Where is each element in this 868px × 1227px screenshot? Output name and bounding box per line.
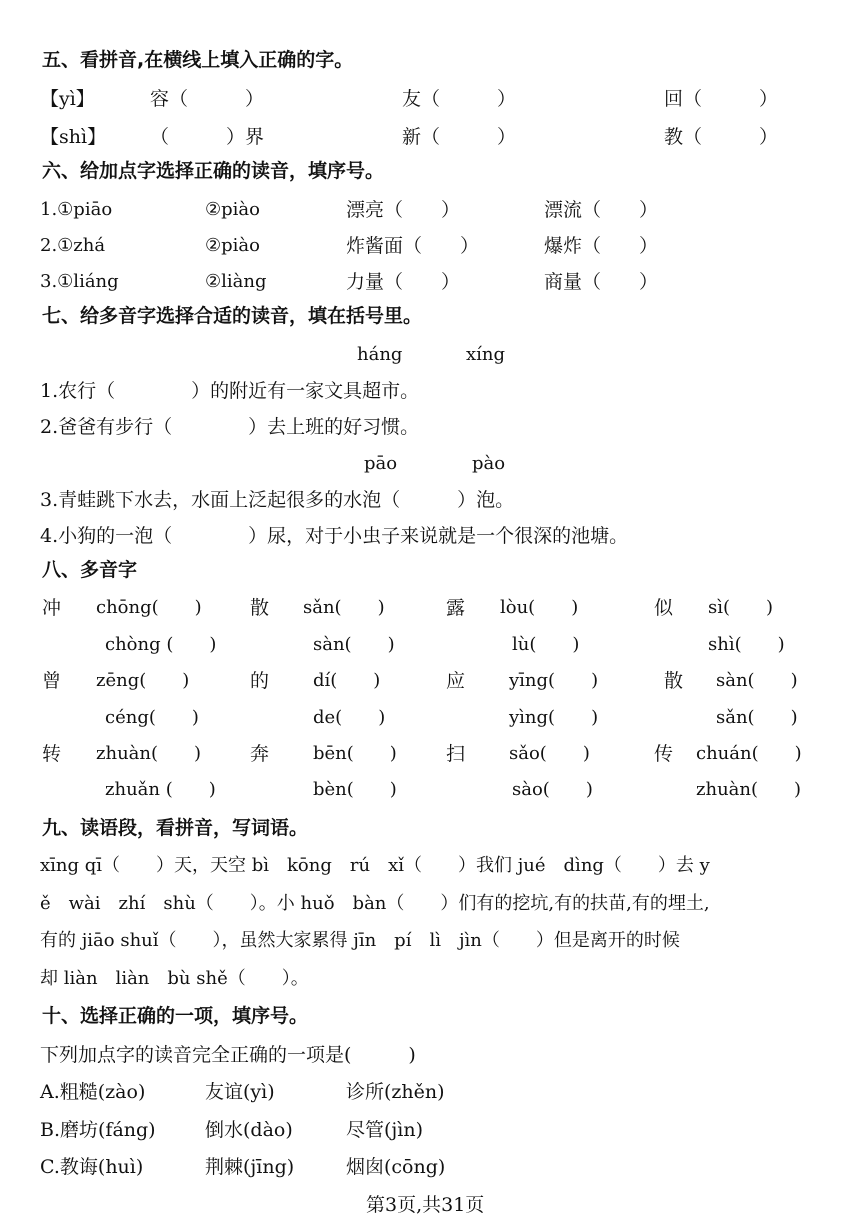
s8-char: 露 [446,597,466,619]
s6-row3-word2: 商量（ ） [544,271,659,293]
yi-item-1: 容（ ） [150,88,265,110]
s8-pinyin: sǎn( ) [303,597,385,618]
s8-pinyin: sǎo( ) [509,743,590,764]
s7-pinyin-xing: xíng [466,344,506,365]
s6-row3-num: 3.①liáng [40,271,119,292]
s10-option-c3: 烟囱(cōng) [346,1156,446,1178]
s6-row1-word1: 漂亮（ ） [346,199,461,221]
s7-pinyin-hang: háng [357,344,403,365]
shi-item-3: 教（ ） [664,126,779,148]
s9-line-2: ě wài zhí shù（ ）。小 huǒ bàn（ ）们有的挖坑,有的扶苗,有的埋土, [40,893,710,914]
s8-char: 应 [446,670,466,692]
s6-row2-word2: 爆炸（ ） [544,235,659,257]
s9-line-4: 却 liàn liàn bù shě（ ）。 [40,968,309,989]
s8-char: 奔 [250,743,270,765]
s9-line-3: 有的 jiāo shuǐ（ ），虽然大家累得 jīn pí lì jìn（ ）但是离开的时候 [40,930,680,951]
s6-row3-word1: 力量（ ） [346,271,461,293]
s6-row1-num: 1.①piāo [40,199,113,220]
s8-char: 冲 [42,597,62,619]
s8-pinyin: zhuàn( ) [96,743,202,764]
s10-option-b1: B.磨坊(fáng) [40,1119,156,1141]
s10-option-a3: 诊所(zhěn) [346,1081,445,1103]
s8-pinyin: céng( ) [105,707,199,728]
s8-char: 曾 [42,670,62,692]
s8-pinyin: bēn( ) [313,743,397,764]
s7-question-2: 2.爸爸有步行（ ）去上班的好习惯。 [40,416,420,438]
s8-char: 的 [250,670,270,692]
s6-row2-opt2: ②piào [205,235,260,256]
s8-pinyin: zhuàn( ) [696,779,802,800]
s10-question: 下列加点字的读音完全正确的一项是( ) [40,1044,416,1066]
s8-pinyin: sàn( ) [716,670,798,691]
s10-option-b3: 尽管(jìn) [346,1119,424,1141]
s8-char: 传 [654,743,674,765]
s8-pinyin: lù( ) [512,634,580,655]
s8-pinyin: zhuǎn ( ) [105,779,216,800]
s8-pinyin: chōng( ) [96,597,202,618]
s8-pinyin: lòu( ) [500,597,579,618]
s8-char: 散 [250,597,270,619]
s10-option-a2: 友谊(yì) [205,1081,275,1103]
shi-label: 【shì】 [40,126,107,148]
s7-question-4: 4.小狗的一泡（ ）尿，对于小虫子来说就是一个很深的池塘。 [40,525,629,547]
s8-pinyin: sì( ) [708,597,774,618]
s6-row3-opt2: ②liàng [205,271,267,292]
page-footer: 第3页,共31页 [366,1194,485,1216]
section-5-title: 五、看拼音,在横线上填入正确的字。 [42,49,354,71]
s10-option-a1: A.粗糙(zào) [40,1081,146,1103]
s8-pinyin: dí( ) [313,670,381,691]
yi-item-2: 友（ ） [402,88,517,110]
s8-pinyin: zēng( ) [96,670,190,691]
s8-pinyin: sǎn( ) [716,707,798,728]
s10-option-c1: C.教诲(huì) [40,1156,144,1178]
s8-char: 扫 [446,743,466,765]
shi-item-2: 新（ ） [402,126,517,148]
yi-item-3: 回（ ） [664,88,779,110]
s8-pinyin: chòng ( ) [105,634,217,655]
s6-row1-opt2: ②piào [205,199,260,220]
section-10-title: 十、选择正确的一项，填序号。 [42,1005,309,1027]
section-9-title: 九、读语段，看拼音，写词语。 [42,817,309,839]
section-7-title: 七、给多音字选择合适的读音，填在括号里。 [42,305,423,327]
s8-pinyin: yìng( ) [509,707,599,728]
section-6-title: 六、给加点字选择正确的读音，填序号。 [42,160,385,182]
s6-row1-word2: 漂流（ ） [544,199,659,221]
s10-option-c2: 荆棘(jīng) [205,1156,295,1178]
yi-label: 【yì】 [40,88,95,110]
s7-question-3: 3.青蛙跳下水去，水面上泛起很多的水泡（ ）泡。 [40,489,515,511]
s8-pinyin: bèn( ) [313,779,397,800]
s8-pinyin: sàn( ) [313,634,395,655]
shi-item-1: （ ）界 [150,126,265,148]
s8-char: 散 [664,670,684,692]
s8-pinyin: shì( ) [708,634,785,655]
s7-question-1: 1.农行（ ）的附近有一家文具超市。 [40,380,420,402]
s10-option-b2: 倒水(dào) [205,1119,293,1141]
s9-line-1: xīng qī（ ）天，天空 bì kōng rú xǐ（ ）我们 jué dìng（ ）去 y [40,855,710,876]
s6-row2-num: 2.①zhá [40,235,106,256]
s8-pinyin: chuán( ) [696,743,802,764]
s8-pinyin: yīng( ) [509,670,599,691]
s8-pinyin: de( ) [313,707,386,728]
s8-char: 转 [42,743,62,765]
s7-pinyin-pao1: pāo [364,453,398,474]
s8-char: 似 [654,597,674,619]
s7-pinyin-pao4: pào [472,453,506,474]
s6-row2-word1: 炸酱面（ ） [346,235,480,257]
section-8-title: 八、多音字 [42,559,138,581]
s8-pinyin: sào( ) [512,779,593,800]
